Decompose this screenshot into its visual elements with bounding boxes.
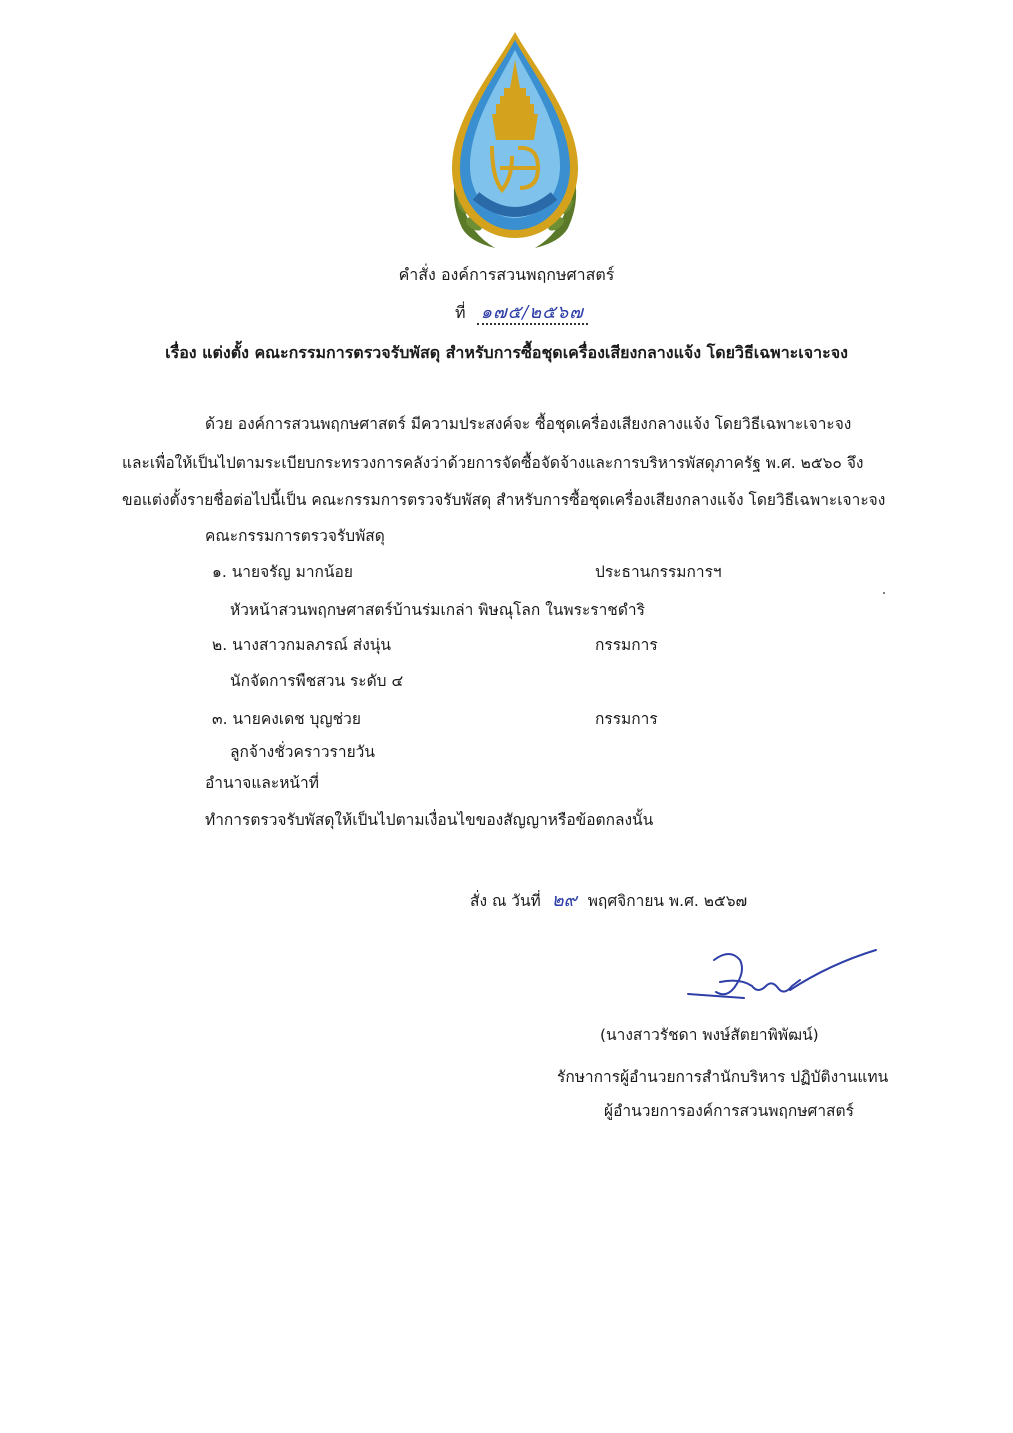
authority-text: ทำการตรวจรับพัสดุให้เป็นไปตามเงื่อนไขของสัญญาหรือข้อตกลงนั้น xyxy=(205,811,654,829)
committee-member-name: ๒. นางสาวกมลภรณ์ ส่งนุ่น xyxy=(212,636,391,654)
committee-member-name: ๑. นายจรัญ มากน้อย xyxy=(212,563,353,581)
botanical-garden-emblem-icon xyxy=(440,28,590,250)
order-number-value: ๑๗๕/๒๕๖๗ xyxy=(477,302,588,325)
committee-member-role: กรรมการ xyxy=(595,636,658,654)
order-number-label: ที่ xyxy=(455,303,466,322)
given-date-suffix: พฤศจิกายน พ.ศ. ๒๕๖๗ xyxy=(587,892,748,910)
document-title: คำสั่ง องค์การสวนพฤกษศาสตร์ xyxy=(398,265,615,284)
body-paragraph-3: ขอแต่งตั้งรายชื่อต่อไปนี้เป็น คณะกรรมการตรวจรับพัสดุ สำหรับการซื้อชุดเครื่องเสียงกลางแจ้ง โดยวิธีเฉพาะเจาะจง xyxy=(122,491,886,509)
given-date xyxy=(470,885,747,914)
committee-member-position: ลูกจ้างชั่วคราวรายวัน xyxy=(230,743,375,761)
subject-line: เรื่อง แต่งตั้ง คณะกรรมการตรวจรับพัสดุ สำหรับการซื้อชุดเครื่องเสียงกลางแจ้ง โดยวิธีเฉพาะเจาะจง xyxy=(165,343,848,362)
scan-speck xyxy=(883,592,885,594)
committee-member-position: หัวหน้าสวนพฤกษศาสตร์บ้านร่มเกล่า พิษณุโลก ในพระราชดำริ xyxy=(230,601,645,619)
committee-member-role: ประธานกรรมการฯ xyxy=(595,563,722,581)
handwritten-signature-icon xyxy=(680,942,880,1012)
given-date-prefix: สั่ง ณ วันที่ xyxy=(470,892,541,910)
body-paragraph-1: ด้วย องค์การสวนพฤกษศาสตร์ มีความประสงค์จะ ซื้อชุดเครื่องเสียงกลางแจ้ง โดยวิธีเฉพาะเจาะจง xyxy=(205,415,852,433)
body-paragraph-2: และเพื่อให้เป็นไปตามระเบียบกระทรวงการคลังว่าด้วยการจัดซื้อจัดจ้างและการบริหารพัสดุภาครัฐ พ.ศ. ๒๕๖๐ จึง xyxy=(122,454,864,472)
committee-member-role: กรรมการ xyxy=(595,710,658,728)
committee-heading: คณะกรรมการตรวจรับพัสดุ xyxy=(205,527,385,545)
authority-heading: อำนาจและหน้าที่ xyxy=(205,774,319,792)
signer-name: (นางสาวรัชดา พงษ์สัตยาพิพัฒน์) xyxy=(600,1026,819,1044)
signer-position-line-2: ผู้อำนวยการองค์การสวนพฤกษศาสตร์ xyxy=(604,1102,854,1120)
given-date-day: ๒๙ xyxy=(551,890,577,911)
committee-member-position: นักจัดการพืชสวน ระดับ ๔ xyxy=(230,672,404,690)
signer-position-line-1: รักษาการผู้อำนวยการสำนักบริหาร ปฏิบัติงานแทน xyxy=(557,1068,889,1086)
order-number xyxy=(455,297,588,326)
committee-member-name: ๓. นายคงเดช บุญช่วย xyxy=(212,710,361,728)
